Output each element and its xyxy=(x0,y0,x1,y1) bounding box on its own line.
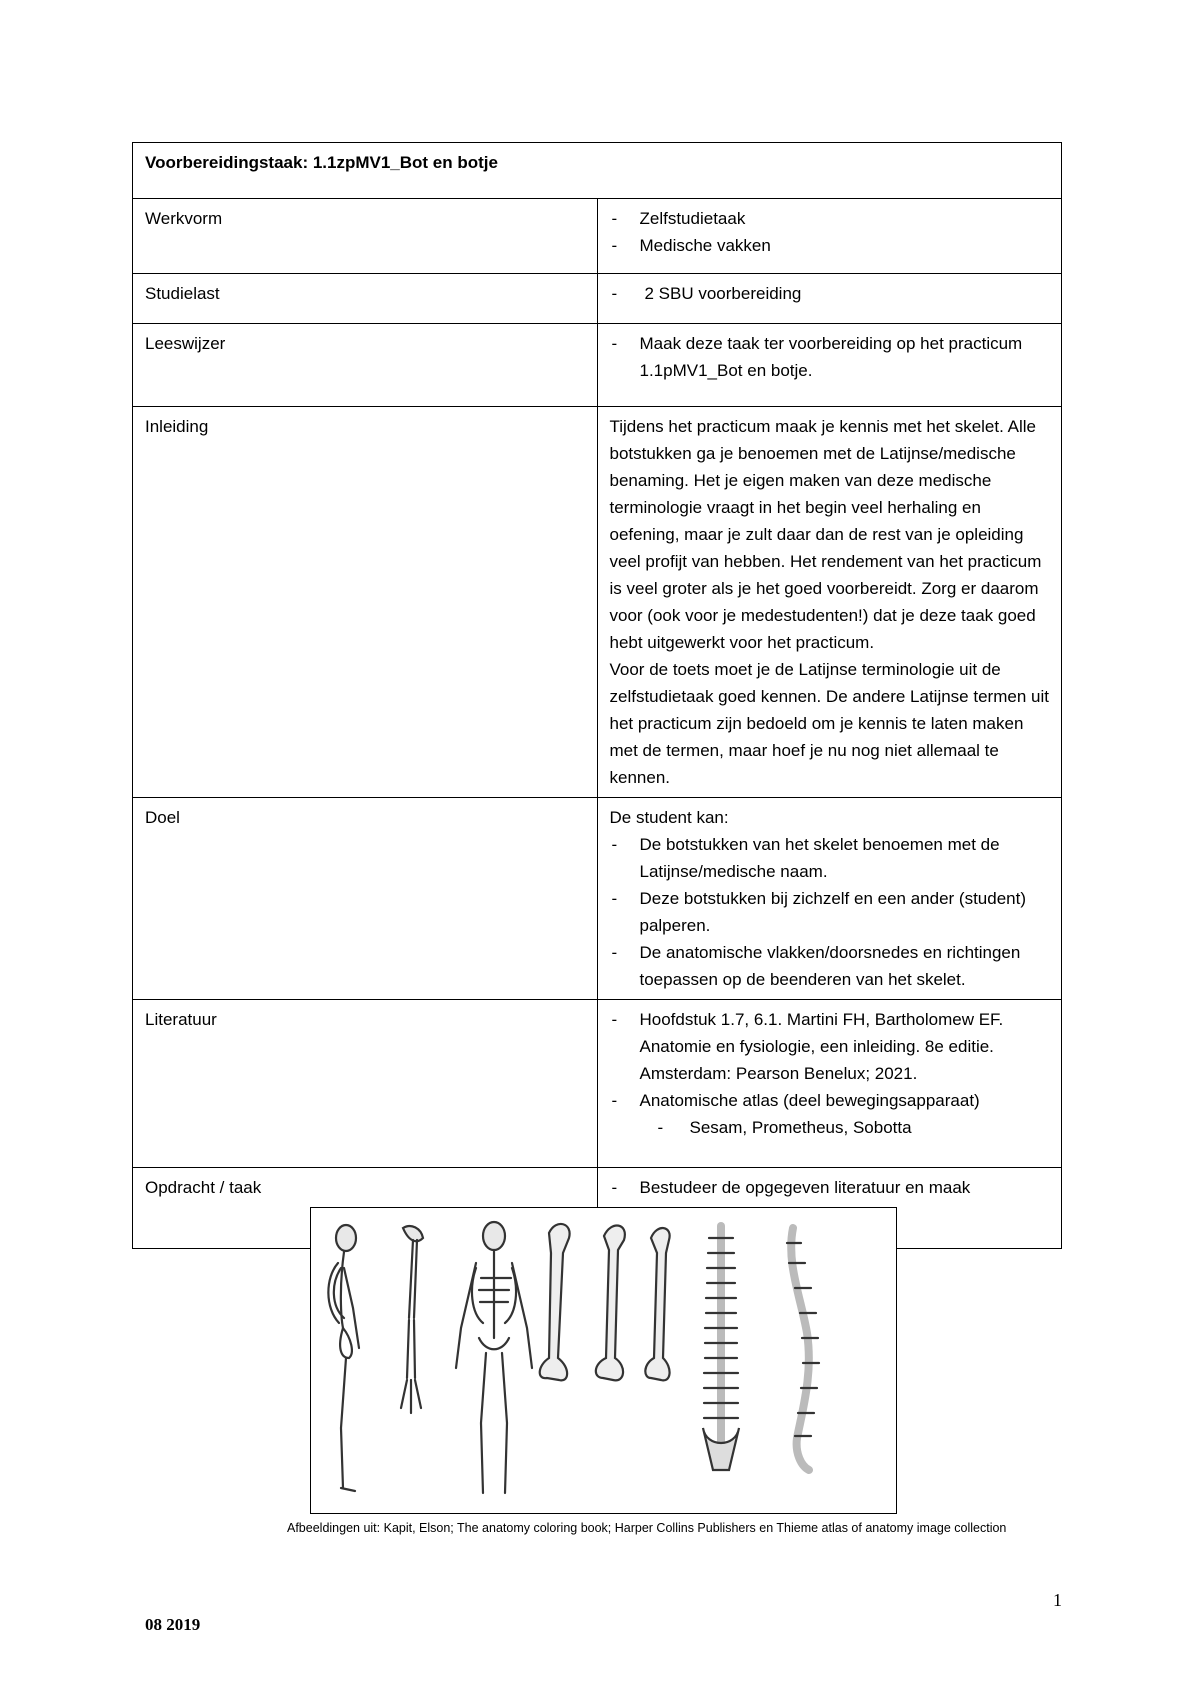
footer-date: 08 2019 xyxy=(145,1615,201,1634)
row-content xyxy=(597,1000,1062,1168)
werkvorm-list xyxy=(610,205,1050,259)
table-title: Voorbereidingstaak: 1.1zpMV1_Bot en botje xyxy=(133,143,1062,199)
row-label: Doel xyxy=(133,798,598,1000)
table-row-studielast xyxy=(133,274,1062,324)
list-item: - Zelfstudietaak xyxy=(610,205,1050,232)
tibia-icon xyxy=(645,1228,669,1380)
femur-icon xyxy=(540,1224,570,1380)
humerus-icon xyxy=(596,1225,625,1380)
task-table xyxy=(132,142,1062,1249)
literatuur-list xyxy=(610,1006,1050,1114)
intro-paragraph: Tijdens het practicum maak je kennis met het skelet. Alle botstukken ga je benoemen met de Latijnse/medische benaming. Het je eigen maken van deze medische terminologie vraagt in het begin veel herhaling en oefening, maar je zult daar dan de rest van je opleiding veel profijt van hebben. Het rendement van het practicum is veel groter als je het goed voorbereidt. Zorg er daarom voor (ook voor je medestudenten!) dat je deze taak goed hebt uitgewerkt voor het practicum. xyxy=(609,417,1042,652)
table-row-leeswijzer xyxy=(133,324,1062,407)
table-row-inleiding xyxy=(133,407,1062,798)
skeleton-illustration xyxy=(311,1208,896,1513)
table-title-row xyxy=(133,143,1062,199)
list-item: - Deze botstukken bij zichzelf en een ander (student) palperen. xyxy=(610,885,1050,939)
list-item: - Hoofdstuk 1.7, 6.1. Martini FH, Bartholomew EF. Anatomie en fysiologie, een inleiding. 8e editie. Amsterdam: Pearson Benelux; 2021. xyxy=(610,1006,1050,1087)
row-label: Literatuur xyxy=(133,1000,598,1168)
table-row-werkvorm xyxy=(133,199,1062,274)
skeleton-side-icon xyxy=(328,1225,359,1491)
leeswijzer-list xyxy=(610,330,1050,384)
row-label: Opdracht / taak xyxy=(133,1168,598,1249)
row-content xyxy=(597,324,1062,407)
list-item: - Bestudeer de opgegeven literatuur en maak xyxy=(610,1174,1050,1228)
row-label: Inleiding xyxy=(133,407,598,798)
arm-bones-icon xyxy=(401,1226,423,1413)
table-row-literatuur xyxy=(133,1000,1062,1168)
row-content xyxy=(597,798,1062,1000)
skeleton-front-icon xyxy=(456,1222,532,1493)
list-item: - Anatomische atlas (deel bewegingsapparaat) xyxy=(610,1087,1050,1114)
list-item: - Medische vakken xyxy=(610,232,1050,259)
list-item: - De anatomische vlakken/doorsnedes en richtingen toepassen op de beenderen van het skelet. xyxy=(610,939,1050,993)
list-item: - De botstukken van het skelet benoemen met de Latijnse/medische naam. xyxy=(610,831,1050,885)
studielast-list xyxy=(610,280,1050,307)
row-content xyxy=(597,274,1062,324)
row-label: Leeswijzer xyxy=(133,324,598,407)
figure-caption: Afbeeldingen uit: Kapit, Elson; The anatomy coloring book; Harper Collins Publishers en Thieme atlas of anatomy image collection xyxy=(287,1521,1007,1535)
doel-intro: De student kan: xyxy=(609,808,729,827)
spine-front-icon xyxy=(703,1226,739,1470)
literatuur-sublist xyxy=(610,1114,1050,1141)
skeleton-figure xyxy=(310,1207,897,1514)
row-label: Studielast xyxy=(133,274,598,324)
list-item: - Sesam, Prometheus, Sobotta xyxy=(610,1114,1050,1141)
spine-side-icon xyxy=(787,1228,819,1470)
row-content xyxy=(597,199,1062,274)
intro-paragraph: Voor de toets moet je de Latijnse terminologie uit de zelfstudietaak goed kennen. De andere Latijnse termen uit het practicum zijn bedoeld om je kennis te laten maken met de termen, maar hoef je nu nog niet allemaal te kennen. xyxy=(609,660,1049,787)
list-item: - Maak deze taak ter voorbereiding op het practicum 1.1pMV1_Bot en botje. xyxy=(610,330,1050,384)
page-number: 1 xyxy=(1053,1590,1062,1610)
doel-list xyxy=(610,831,1050,993)
row-label: Werkvorm xyxy=(133,199,598,274)
table-row-doel xyxy=(133,798,1062,1000)
row-content xyxy=(597,407,1062,798)
list-item: - 2 SBU voorbereiding xyxy=(610,280,1050,307)
